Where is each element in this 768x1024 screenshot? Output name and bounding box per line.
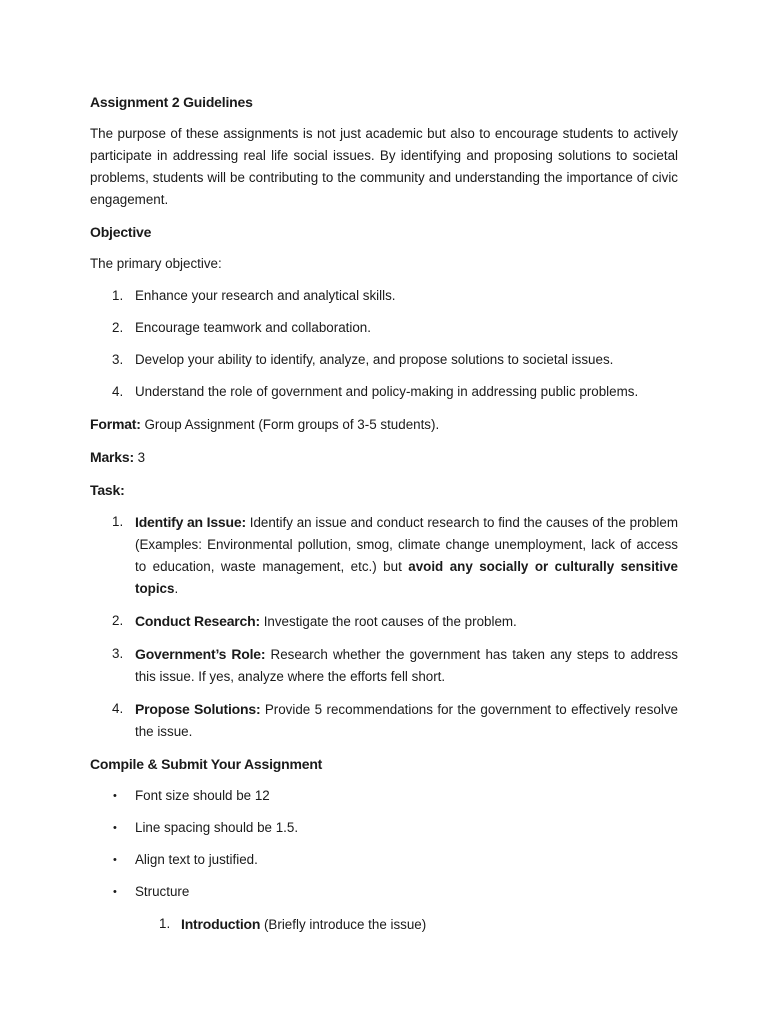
document-page <box>90 91 678 936</box>
structure-label: Introduction <box>181 916 261 932</box>
task-emphasis: avoid any socially or culturally sensitive topics <box>135 559 678 596</box>
list-number: 1. <box>112 514 124 529</box>
task-tail: . <box>174 581 179 596</box>
list-number: 1. <box>159 916 171 931</box>
task-label: Conduct Research: <box>135 613 260 629</box>
list-item-text: Line spacing should be 1.5. <box>135 820 299 835</box>
list-item <box>90 849 678 871</box>
list-item-text: Develop your ability to identify, analyze, and propose solutions to societal issues. <box>135 352 614 367</box>
bullet-icon: • <box>113 886 117 898</box>
list-item-text: Understand the role of government and policy-making in addressing public problems. <box>135 384 639 399</box>
objective-lead: The primary objective: <box>90 256 222 271</box>
bullet-icon: • <box>113 822 117 834</box>
list-item-text: Enhance your research and analytical skills. <box>135 288 396 303</box>
format-line <box>90 413 678 436</box>
list-number: 2. <box>112 613 124 628</box>
list-item <box>90 349 678 371</box>
list-number: 3. <box>112 352 124 367</box>
task-text: Provide 5 recommendations for the government to effectively resolve the issue. <box>135 702 678 739</box>
structure-text: (Briefly introduce the issue) <box>260 917 427 932</box>
list-item <box>90 785 678 807</box>
submit-list <box>90 785 678 936</box>
list-item-text: Align text to justified. <box>135 852 258 867</box>
list-number: 4. <box>112 384 124 399</box>
list-number: 2. <box>112 320 124 335</box>
intro-paragraph: The purpose of these assignments is not just academic but also to encourage students to actively participate in addressing real life social issues. By identifying and proposing solutions to societal problems, students will be contributing to the community and understanding the importance of civic engagement. <box>90 126 678 207</box>
objective-heading: Objective <box>90 224 152 240</box>
task-text: Identify an issue and conduct research to find the causes of the problem (Examples: Environmental pollution, smog, climate change unemployment, lack of access to education, waste management, etc.) but <box>135 515 678 574</box>
task-label: Government’s Role: <box>135 646 266 662</box>
submit-heading: Compile & Submit Your Assignment <box>90 756 323 772</box>
list-item <box>90 881 678 903</box>
list-item <box>90 285 678 307</box>
bullet-icon: • <box>113 854 117 866</box>
list-number: 1. <box>112 288 124 303</box>
list-number: 4. <box>112 701 124 716</box>
task-list <box>90 511 678 743</box>
task-text: Research whether the government has taken any steps to address this issue. If yes, analyze where the efforts fell short. <box>135 647 678 684</box>
task-label: Identify an Issue: <box>135 514 246 530</box>
list-item <box>90 643 678 688</box>
list-item-text: Encourage teamwork and collaboration. <box>135 320 371 335</box>
marks-value: 3 <box>137 450 146 465</box>
format-value: Group Assignment (Form groups of 3-5 students). <box>144 417 440 432</box>
list-item <box>90 698 678 743</box>
list-number: 3. <box>112 646 124 661</box>
format-label: Format: <box>90 416 141 432</box>
list-item-text: Structure <box>135 884 190 899</box>
list-item <box>90 610 678 633</box>
list-item <box>90 317 678 339</box>
list-item <box>90 913 678 936</box>
page-title: Assignment 2 Guidelines <box>90 94 253 110</box>
task-label: Propose Solutions: <box>135 701 261 717</box>
objective-list <box>90 285 678 403</box>
list-item-text: Font size should be 12 <box>135 788 270 803</box>
bullet-icon: • <box>113 790 117 802</box>
marks-label: Marks: <box>90 449 134 465</box>
list-item <box>90 381 678 403</box>
task-text: Investigate the root causes of the problem. <box>259 614 517 629</box>
list-item <box>90 817 678 839</box>
list-item <box>90 511 678 600</box>
task-heading: Task: <box>90 482 125 498</box>
marks-line <box>90 446 678 469</box>
